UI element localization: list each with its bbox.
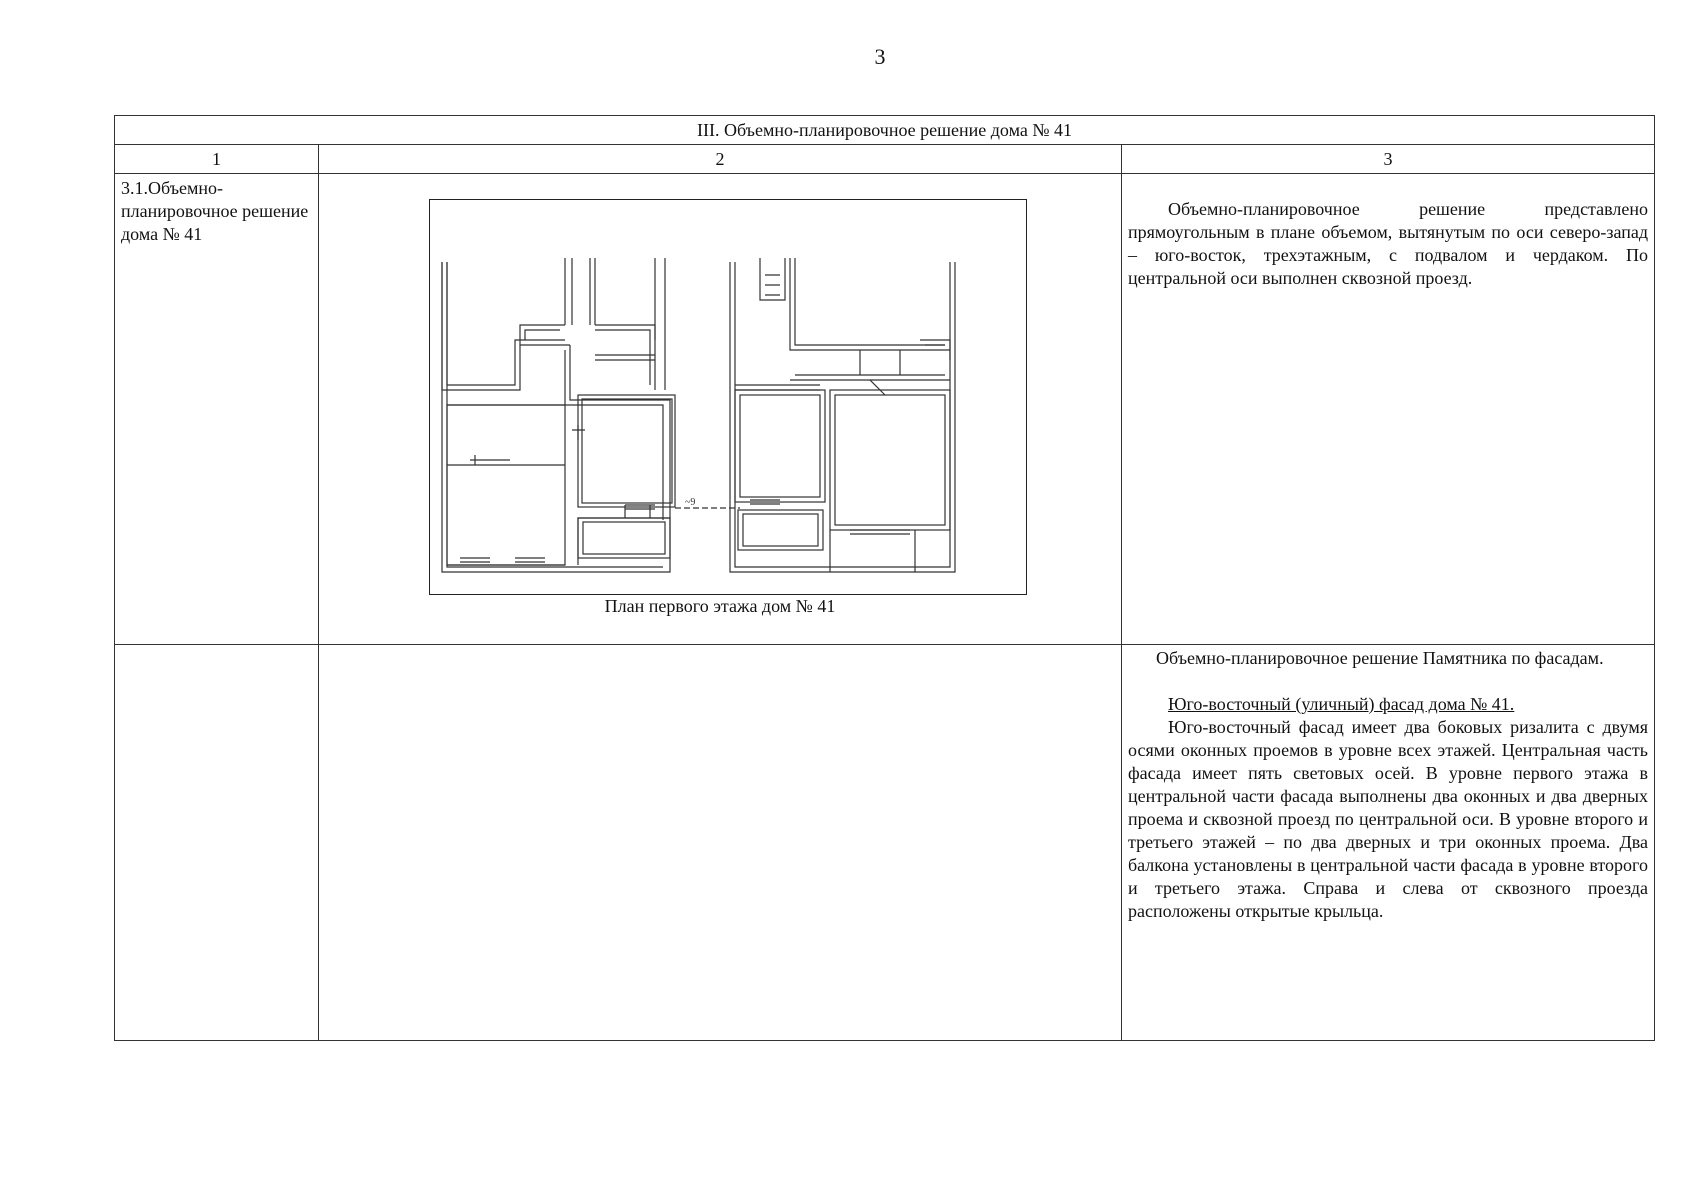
- facade-description: Юго-восточный фасад имеет два боковых ризалита с двумя осями оконных проемов в уровне всех этажей. Центральная часть фасада имеет пять световых осей. В уровне первого этажа в центральной части фасада выполнены два оконных и два дверных проема и сквозной проезд по центральной оси. В уровне второго и третьего этажей – по два дверных и три оконных проема. Два балкона установлены в центральной части фасада в уровне второго и третьего этажа. Справа и слева от сквозного проезда расположены открытые крыльца.: [1128, 717, 1648, 921]
- row-label-cell: [115, 174, 319, 645]
- column-number-2: 2: [319, 145, 1122, 174]
- table-title: III. Объемно-планировочное решение дома № 41: [115, 116, 1655, 145]
- page-number: 3: [874, 44, 886, 69]
- figure-cell: [319, 174, 1122, 645]
- floor-plan-drawing: [430, 200, 1026, 594]
- row-label-cell: [115, 645, 319, 1041]
- main-table: [114, 115, 1655, 1041]
- floor-plan-image: [429, 199, 1027, 595]
- table-row: [115, 174, 1655, 645]
- column-number-1: 1: [115, 145, 319, 174]
- description-cell: [1122, 174, 1655, 645]
- dimension-label: ~9: [685, 497, 696, 508]
- figure-cell: [319, 645, 1122, 1041]
- description-cell: [1122, 645, 1655, 1041]
- description-paragraph: Объемно-планировочное решение представлено прямоугольным в плане объемом, вытянутым по оси северо-запад – юго-восток, трехэтажным, с подвалом и чердаком. По центральной оси выполнен сквозной проезд.: [1128, 199, 1648, 288]
- facade-intro: Объемно-планировочное решение Памятника по фасадам.: [1156, 648, 1604, 668]
- section-label: [115, 645, 318, 651]
- figure-caption: План первого этажа дом № 41: [604, 596, 836, 616]
- section-label: 3.1.Объемно-планировочное решение дома № 41: [121, 178, 309, 244]
- table-row: [115, 645, 1655, 1041]
- facade-heading: Юго-восточный (уличный) фасад дома № 41.: [1168, 694, 1515, 714]
- column-number-3: 3: [1122, 145, 1655, 174]
